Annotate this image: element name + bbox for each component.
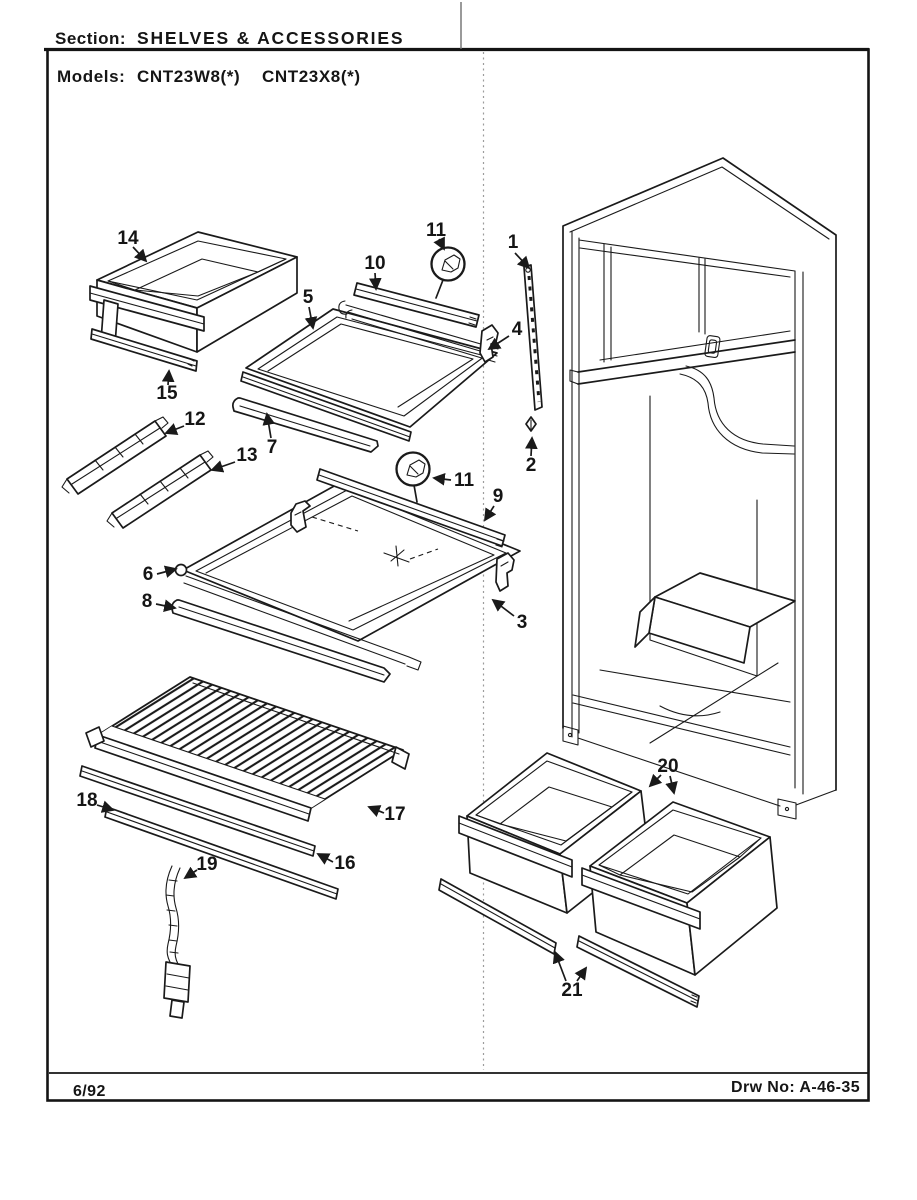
- callout-label-11b: 11: [453, 470, 475, 491]
- callout-label-19: 19: [196, 854, 218, 875]
- callout-label-18: 18: [76, 790, 98, 811]
- callout-label-13: 13: [236, 445, 258, 466]
- callout-19: [185, 854, 218, 878]
- callout-label-8: 8: [141, 591, 153, 612]
- callout-9: [485, 486, 503, 520]
- callout-label-1: 1: [507, 232, 519, 253]
- shelf-bracket-part3: [496, 553, 514, 591]
- callout-label-12: 12: [184, 409, 206, 430]
- callout-12: [166, 409, 206, 433]
- callout-2: [526, 438, 537, 476]
- callout-6: [143, 564, 176, 585]
- section-title: SHELVES & ACCESSORIES: [137, 28, 405, 48]
- refrigerator-cabinet: [563, 158, 836, 819]
- callout-label-5: 5: [302, 287, 314, 308]
- clip-detail-circle-a: [432, 248, 465, 299]
- shelf-bracket-part4: [480, 325, 498, 362]
- mounting-rail-part12: [62, 417, 168, 494]
- shelf-support-rail-part1: [524, 265, 542, 410]
- callout-label-20: 20: [657, 756, 679, 777]
- callout-label-9: 9: [492, 486, 504, 507]
- model-number-1: CNT23W8(*): [137, 67, 241, 86]
- callout-13: [212, 445, 258, 470]
- callout-label-7: 7: [266, 437, 278, 458]
- freezer-drawer-part14: [90, 232, 297, 352]
- callout-label-21: 21: [561, 980, 583, 1001]
- callout-8: [142, 591, 175, 612]
- callout-10: [364, 253, 385, 289]
- clip-detail-circle-b: [397, 453, 430, 503]
- callout-15: [156, 371, 178, 404]
- callout-5: [303, 287, 314, 328]
- callout-14: [117, 228, 146, 261]
- models-label: Models:: [57, 67, 126, 86]
- section-label: Section:: [55, 29, 127, 48]
- callout-3: [493, 600, 527, 633]
- callout-label-4: 4: [511, 319, 523, 340]
- callout-label-6: 6: [142, 564, 154, 585]
- ribbed-shelf-part17: [86, 677, 409, 821]
- callout-20: [650, 756, 679, 793]
- model-number-2: CNT23X8(*): [262, 67, 361, 86]
- callout-label-10: 10: [364, 253, 386, 274]
- issue-date: 6/92: [73, 1083, 106, 1100]
- callout-label-3: 3: [516, 612, 528, 633]
- drawing-number: Drw No: A-46-35: [731, 1079, 860, 1096]
- callout-label-2: 2: [525, 455, 537, 476]
- callout-label-11a: 11: [425, 220, 447, 241]
- callout-21: [555, 952, 586, 1001]
- callout-label-16: 16: [334, 853, 356, 874]
- callout-18: [76, 790, 113, 811]
- drain-tube-part19: [164, 866, 190, 1018]
- callout-label-15: 15: [156, 383, 178, 404]
- callout-16: [318, 853, 356, 874]
- callout-label-14: 14: [117, 228, 139, 249]
- lower-glass-shelf-part6: [176, 480, 521, 670]
- screw-part2: [526, 417, 536, 431]
- callout-17: [369, 804, 406, 825]
- callout-11a: [426, 220, 447, 249]
- callout-1: [508, 232, 529, 268]
- callout-11b: [434, 470, 474, 491]
- callout-label-17: 17: [384, 804, 406, 825]
